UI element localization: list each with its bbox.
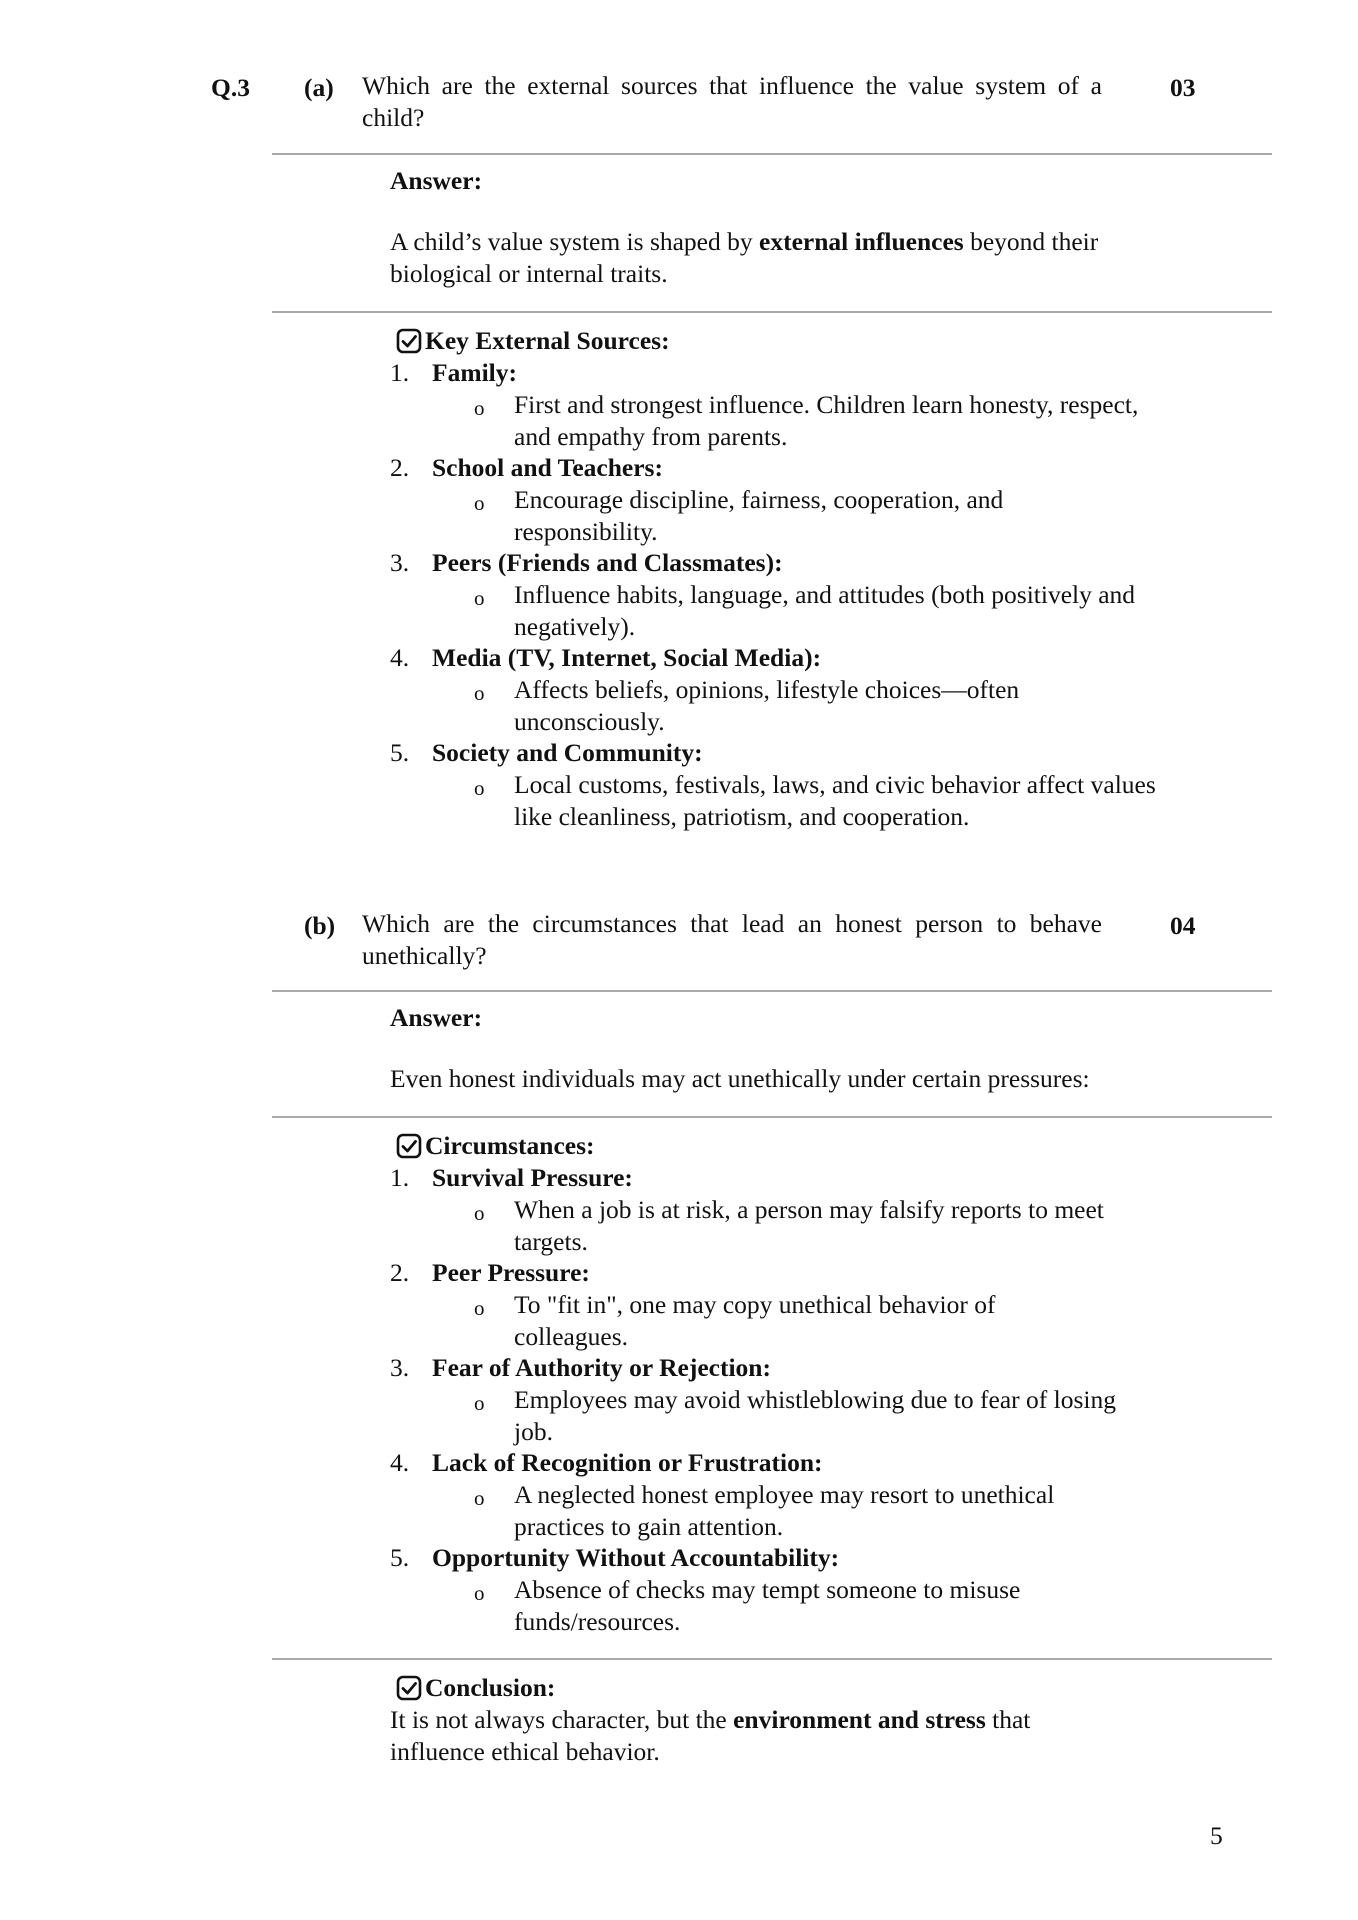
list-number: 3.: [390, 1353, 410, 1382]
list-item-title: Society and Community:: [432, 738, 703, 767]
list-item-title: Fear of Authority or Rejection:: [432, 1353, 771, 1382]
list-item-desc: Local customs, festivals, laws, and civic behavior affect values like cleanliness, patriotism, and cooperation.: [514, 770, 1156, 831]
list-number: 2.: [390, 1258, 410, 1287]
bullet-icon: o: [474, 776, 485, 800]
divider: [272, 990, 1272, 992]
bullet-icon: o: [474, 586, 485, 610]
list-item-desc: Employees may avoid whistleblowing due to fear of losing job.: [514, 1385, 1116, 1446]
part-a-intro: A child’s value system is shaped by external influences beyond their biological or internal traits.: [390, 227, 1099, 288]
list-item-title: School and Teachers:: [432, 453, 663, 482]
list-item-desc: Encourage discipline, fairness, cooperation, and responsibility.: [514, 485, 1004, 546]
checkbox-icon: [396, 1675, 422, 1701]
list-item-title: Peer Pressure:: [432, 1258, 590, 1287]
bullet-icon: o: [474, 1486, 485, 1510]
part-b-section-heading: Circumstances:: [396, 1130, 595, 1162]
question-number: Q.3: [211, 73, 250, 102]
bullet-icon: o: [474, 491, 485, 515]
part-a-label: (a): [304, 73, 334, 102]
list-item-title: Family:: [432, 358, 517, 387]
list-item-desc: A neglected honest employee may resort to unethical practices to gain attention.: [514, 1480, 1055, 1541]
checkbox-icon: [396, 328, 422, 354]
bullet-icon: o: [474, 1581, 485, 1605]
part-b-marks: 04: [1170, 911, 1196, 940]
list-number: 1.: [390, 358, 410, 387]
list-item-desc: Affects beliefs, opinions, lifestyle choices—often unconsciously.: [514, 675, 1020, 736]
part-a-question: Which are the external sources that influence the value system of a child?: [362, 71, 1102, 132]
list-item-desc: First and strongest influence. Children learn honesty, respect, and empathy from parents.: [514, 390, 1139, 451]
list-item-title: Peers (Friends and Classmates):: [432, 548, 783, 577]
list-item-title: Survival Pressure:: [432, 1163, 633, 1192]
divider: [272, 153, 1272, 155]
part-b-answer-label: Answer:: [390, 1003, 483, 1032]
page-number: 5: [1210, 1821, 1223, 1850]
part-b-label: (b): [304, 911, 336, 940]
bullet-icon: o: [474, 1296, 485, 1320]
conclusion-text: It is not always character, but the environment and stress that influence ethical behavior.: [390, 1705, 1031, 1766]
part-a-marks: 03: [1170, 73, 1196, 102]
list-item-title: Opportunity Without Accountability:: [432, 1543, 840, 1572]
list-number: 1.: [390, 1163, 410, 1192]
list-number: 4.: [390, 643, 410, 672]
list-item-desc: When a job is at risk, a person may falsify reports to meet targets.: [514, 1195, 1104, 1256]
list-number: 3.: [390, 548, 410, 577]
divider: [272, 1658, 1272, 1660]
divider: [272, 311, 1272, 313]
list-item-desc: Influence habits, language, and attitudes (both positively and negatively).: [514, 580, 1136, 641]
list-item-title: Lack of Recognition or Frustration:: [432, 1448, 823, 1477]
list-item-title: Media (TV, Internet, Social Media):: [432, 643, 822, 672]
list-item-desc: Absence of checks may tempt someone to misuse funds/resources.: [514, 1575, 1021, 1636]
list-item-desc: To "fit in", one may copy unethical behavior of colleagues.: [514, 1290, 996, 1351]
divider: [272, 1116, 1272, 1118]
bullet-icon: o: [474, 681, 485, 705]
part-a-answer-label: Answer:: [390, 166, 483, 195]
part-b-question: Which are the circumstances that lead an honest person to behave unethically?: [362, 909, 1102, 970]
list-number: 4.: [390, 1448, 410, 1477]
list-number: 2.: [390, 453, 410, 482]
part-b-intro: Even honest individuals may act unethically under certain pressures:: [390, 1064, 1090, 1093]
list-number: 5.: [390, 1543, 410, 1572]
conclusion-heading: Conclusion:: [396, 1672, 555, 1704]
bullet-icon: o: [474, 1391, 485, 1415]
bullet-icon: o: [474, 396, 485, 420]
bullet-icon: o: [474, 1201, 485, 1225]
checkbox-icon: [396, 1133, 422, 1159]
part-a-section-heading: Key External Sources:: [396, 325, 670, 357]
list-number: 5.: [390, 738, 410, 767]
